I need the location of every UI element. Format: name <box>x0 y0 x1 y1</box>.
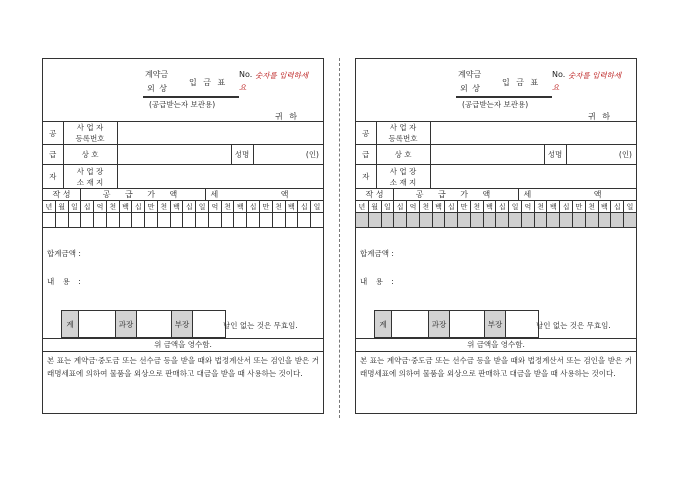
col-header: 백 <box>234 201 247 212</box>
receipt-slip-left <box>42 58 324 414</box>
approval-field[interactable] <box>79 311 116 337</box>
tax-label: 세 액 <box>210 190 319 199</box>
biz-reg-field[interactable] <box>430 122 636 145</box>
recipient-suffix: 귀 하 <box>275 112 299 121</box>
slip-header <box>43 59 323 122</box>
date-label: 작 성 <box>43 189 81 200</box>
col-header: 일 <box>69 201 82 212</box>
col-header: 일 <box>509 201 522 212</box>
col-header: 천 <box>222 201 235 212</box>
title-deposit: 계약금 <box>458 70 482 79</box>
address-label: 사 업 장 소 재 지 <box>376 165 430 189</box>
address-label: 사 업 장 소 재 지 <box>63 165 117 189</box>
approval-field[interactable] <box>137 311 172 337</box>
void-note: 날인 없는 것은 무효임. <box>536 321 611 330</box>
approval-box <box>374 310 539 338</box>
col-header: 억 <box>209 201 222 212</box>
col-header: 백 <box>286 201 299 212</box>
supplier-table <box>356 122 636 189</box>
col-header: 억 <box>407 201 420 212</box>
col-header: 년 <box>356 201 369 212</box>
supplier-label: 공 <box>43 122 63 145</box>
col-header: 십 <box>560 201 573 212</box>
supplier-label: 자 <box>43 165 63 189</box>
title-main: 입 금 표 <box>189 78 228 87</box>
amount-header <box>43 189 323 201</box>
title-credit: 외 상 <box>147 84 168 93</box>
title-subtitle: (공급받는자 보관용) <box>149 100 216 109</box>
total-amount-label: 합계금액 : <box>360 249 394 258</box>
amount-input-row[interactable] <box>356 213 636 228</box>
col-header: 만 <box>145 201 158 212</box>
company-field[interactable] <box>430 145 544 165</box>
supplier-label: 급 <box>356 145 376 165</box>
col-header: 억 <box>94 201 107 212</box>
approval-field[interactable] <box>392 311 429 337</box>
col-header: 백 <box>120 201 133 212</box>
date-label: 작 성 <box>356 189 394 200</box>
title-subtitle: (공급받는자 보관용) <box>462 100 529 109</box>
approval-label: 부장 <box>172 311 193 337</box>
col-header: 십 <box>445 201 458 212</box>
approval-field[interactable] <box>450 311 485 337</box>
received-text: 위 금액을 영수함. <box>356 339 636 352</box>
col-header: 월 <box>369 201 382 212</box>
amount-input-row[interactable] <box>43 213 323 228</box>
received-text: 위 금액을 영수함. <box>43 339 323 352</box>
supply-amount-label: 공 급 가 액 <box>81 189 206 200</box>
receipt-slip-right <box>355 58 637 414</box>
slip-body <box>43 228 323 339</box>
col-header: 십 <box>496 201 509 212</box>
col-header: 일 <box>626 202 634 211</box>
col-header: 일 <box>196 201 209 212</box>
biz-reg-label: 사 업 자 등록번호 <box>376 122 430 145</box>
col-header: 억 <box>522 201 535 212</box>
approval-box <box>61 310 226 338</box>
amount-header <box>356 189 636 201</box>
seal-label[interactable]: (인) <box>566 145 636 165</box>
tax-label: 세 액 <box>523 190 632 199</box>
col-header: 천 <box>273 201 286 212</box>
number-label: No. <box>552 70 566 79</box>
company-label: 상 호 <box>376 145 430 165</box>
title-deposit: 계약금 <box>145 70 169 79</box>
number-input[interactable]: 숫자를 입력하세 <box>255 71 309 80</box>
col-header: 년 <box>43 201 56 212</box>
approval-label: 부장 <box>485 311 506 337</box>
col-header: 천 <box>158 201 171 212</box>
biz-reg-field[interactable] <box>117 122 323 145</box>
usage-note: 본 표는 계약금·중도금 또는 선수금 등을 받을 때와 법정계산서 또는 검인을 받은 거래명세표에 의하여 물품을 외상으로 판매하고 대금을 받을 때 사용하는 것이다. <box>360 356 632 378</box>
supplier-label: 공 <box>356 122 376 145</box>
slip-header <box>356 59 636 122</box>
total-amount-label: 합계금액 : <box>47 249 81 258</box>
col-header: 백 <box>547 201 560 212</box>
title-underline <box>143 96 239 98</box>
seal-label[interactable]: (인) <box>253 145 323 165</box>
col-header: 십 <box>611 201 624 212</box>
col-header: 천 <box>471 201 484 212</box>
col-header: 만 <box>458 201 471 212</box>
col-header: 천 <box>420 201 433 212</box>
amount-column-headers <box>43 201 323 213</box>
col-header: 백 <box>484 201 497 212</box>
recipient-suffix: 귀 하 <box>588 112 612 121</box>
col-header: 만 <box>573 201 586 212</box>
name-label: 성명 <box>231 145 253 165</box>
col-header: 백 <box>171 201 184 212</box>
approval-label: 과장 <box>116 311 137 337</box>
amount-column-headers <box>356 201 636 213</box>
content-label: 내 용 : <box>360 277 397 286</box>
col-header: 십 <box>183 201 196 212</box>
approval-label: 계 <box>375 311 392 337</box>
col-header: 십 <box>81 201 94 212</box>
col-header: 십 <box>132 201 145 212</box>
col-header: 백 <box>599 201 612 212</box>
void-note: 날인 없는 것은 무효임. <box>223 321 298 330</box>
name-label: 성명 <box>544 145 566 165</box>
number-input-wrap: 요 <box>239 83 247 92</box>
number-input[interactable]: 숫자를 입력하세 <box>568 71 622 80</box>
col-header: 천 <box>107 201 120 212</box>
usage-note: 본 표는 계약금·중도금 또는 선수금 등을 받을 때와 법정계산서 또는 검인을 받은 거래명세표에 의하여 물품을 외상으로 판매하고 대금을 받을 때 사용하는 것이다. <box>47 356 319 378</box>
supplier-label: 자 <box>356 165 376 189</box>
col-header: 천 <box>535 201 548 212</box>
col-header: 십 <box>394 201 407 212</box>
number-label: No. <box>239 70 253 79</box>
title-credit: 외 상 <box>460 84 481 93</box>
content-label: 내 용 : <box>47 277 84 286</box>
supplier-table <box>43 122 323 189</box>
approval-field[interactable] <box>506 311 538 337</box>
company-field[interactable] <box>117 145 231 165</box>
col-header: 천 <box>586 201 599 212</box>
number-input-wrap: 요 <box>552 83 560 92</box>
company-label: 상 호 <box>63 145 117 165</box>
col-header: 일 <box>382 201 395 212</box>
slip-body <box>356 228 636 339</box>
address-field[interactable] <box>430 165 636 189</box>
supply-amount-label: 공 급 가 액 <box>394 189 519 200</box>
col-header: 월 <box>56 201 69 212</box>
cut-line <box>339 58 340 418</box>
col-header: 만 <box>260 201 273 212</box>
approval-label: 계 <box>62 311 79 337</box>
col-header: 십 <box>247 201 260 212</box>
supplier-label: 급 <box>43 145 63 165</box>
title-underline <box>456 96 552 98</box>
col-header: 십 <box>298 201 311 212</box>
biz-reg-label: 사 업 자 등록번호 <box>63 122 117 145</box>
col-header: 백 <box>433 201 446 212</box>
title-main: 입 금 표 <box>502 78 541 87</box>
col-header: 일 <box>313 202 321 211</box>
approval-label: 과장 <box>429 311 450 337</box>
address-field[interactable] <box>117 165 323 189</box>
approval-field[interactable] <box>193 311 225 337</box>
